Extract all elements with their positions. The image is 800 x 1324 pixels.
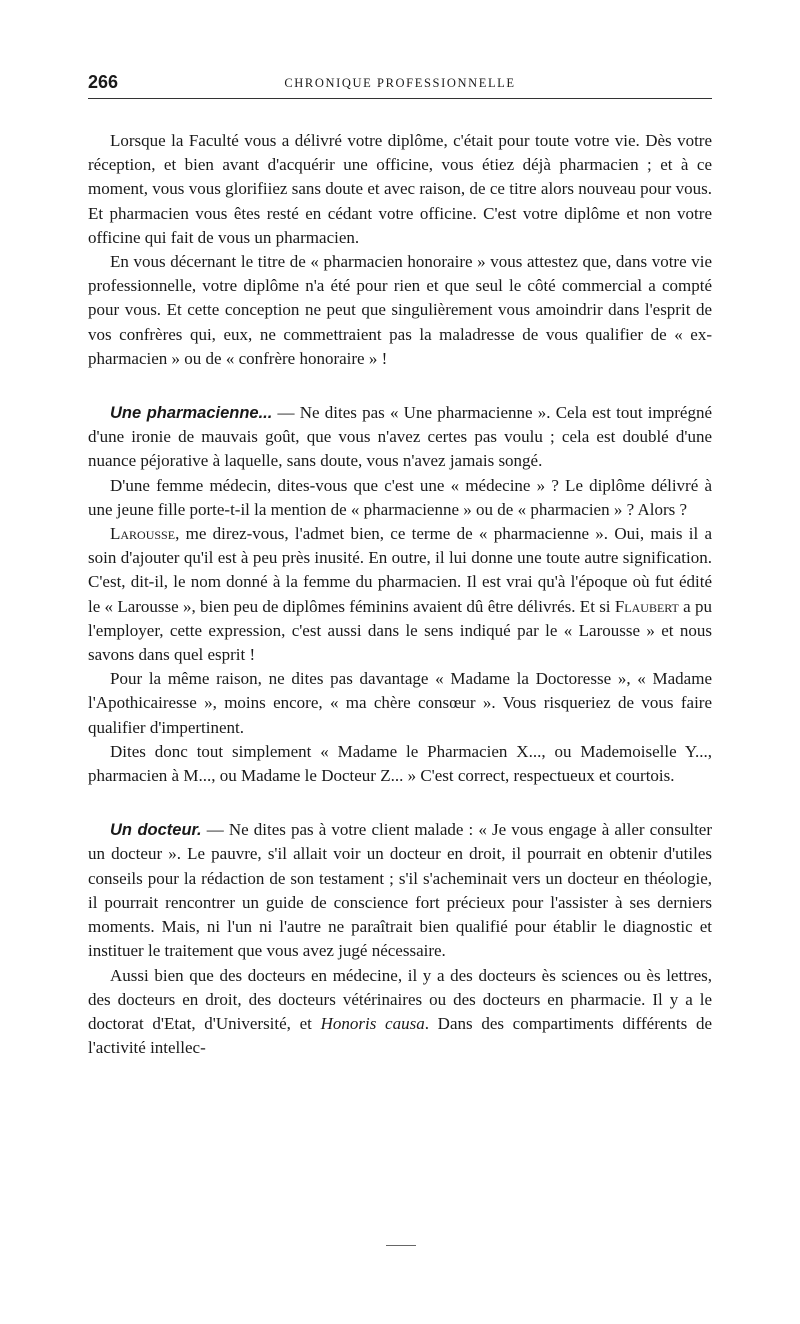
page-number: 266 xyxy=(88,72,119,92)
pharmacienne-paragraph-5: Dites donc tout simplement « Madame le Pharmacien X..., ou Mademoiselle Y..., pharmacien à M..., ou Madame le Docteur Z... » C'est correct, respectueux et courtois. xyxy=(88,741,712,786)
pharmacienne-paragraph-2: D'une femme médecin, dites-vous que c'est une « médecine » ? Le diplôme délivré à une jeune fille porte-t-il la mention de « pharmacienne » ou de « pharmacien » ? Alors ? xyxy=(88,475,712,519)
bottom-rule xyxy=(386,1245,416,1246)
section-pharmacienne xyxy=(88,401,712,788)
section-docteur xyxy=(88,818,712,1060)
intro-paragraph-1: Lorsque la Faculté vous a délivré votre diplôme, c'était pour toute votre vie. Dès votre réception, et bien avant d'acquérir une officine, vous étiez déjà pharmacien ; et à ce moment, vous vous glorifiiez sans doute et avec raison, de ce titre alors nouveau pour vous. Et pharmacien vous êtes resté en cédant votre officine. C'est votre diplôme et non votre officine qui fait de vous un pharmacien. xyxy=(88,131,712,247)
pharmacienne-paragraph-4: Pour la même raison, ne dites pas davantage « Madame la Doctoresse », « Madame l'Apothicairesse », moins encore, « ma chère consœur ». Vous risqueriez de vous faire qualifier d'impertinent. xyxy=(88,669,712,737)
docteur-paragraph-1-text: — Ne dites pas à votre client malade : « Je vous engage à aller consulter un docteur ». Le pauvre, s'il allait voir un docteur en droit, il pourrait en obtenir d'utiles conseils pour la rédaction de son testament ; s'il s'acheminait vers un docteur en théologie, il pourrait rencontrer un guide de conscience fort précieux pour l'assister à ses derniers moments. Mais, ni l'un ni l'autre ne paraîtrait bien qualifié pour établir le diagnostic et instituer le traitement que vous avez jugé nécessaire. xyxy=(88,820,712,961)
docteur-paragraph-2-part2: . Dans des compartiments différents de l'activité intellec- xyxy=(88,1013,712,1058)
pharmacienne-paragraph-1 xyxy=(88,401,712,474)
pharmacienne-paragraph-3 xyxy=(88,522,712,667)
section-heading-docteur: Un docteur. xyxy=(110,821,202,840)
intro-section xyxy=(88,129,712,371)
header-rule xyxy=(88,98,712,99)
larousse-name: Larousse xyxy=(110,524,176,544)
docteur-paragraph-2 xyxy=(88,964,712,1061)
honoris-causa: Honoris causa xyxy=(320,1013,425,1033)
book-page xyxy=(88,72,712,1060)
running-header xyxy=(88,72,712,98)
section-heading-pharmacienne: Une pharmacienne... xyxy=(110,404,273,423)
pharmacienne-paragraph-1-text: — Ne dites pas « Une pharmacienne ». Cela est tout imprégné d'une ironie de mauvais goût, que vous n'avez certes pas voulu ; cela est doublé d'une nuance péjorative à laquelle, sans doute, vous n'avez jamais songé. xyxy=(88,403,712,471)
intro-paragraph-2: En vous décernant le titre de « pharmacien honoraire » vous attestez que, dans votre vie professionnelle, votre diplôme n'a été pour rien et que seul le côté commercial a compté pour vous. Et cette conception ne peut que singulièrement vous amoindrir dans l'esprit de vos confrères qui, eux, ne commettraient pas la maladresse de vous qualifier de « ex-pharmacien » ou de « confrère honoraire » ! xyxy=(88,252,712,368)
pharmacienne-paragraph-3-part2: a pu l'employer, cette expression, c'est aussi dans le sens indiqué par le « Larousse » et nous savons dans quel esprit ! xyxy=(88,596,713,665)
running-title: CHRONIQUE PROFESSIONNELLE xyxy=(284,76,516,90)
pharmacienne-paragraph-3-part1: , me direz-vous, l'admet bien, ce terme de « pharmacienne ». Oui, mais il a soin d'ajouter qu'il est à peu près inusité. En outre, il lui donne une toute autre signification. C'est, dit-il, le nom donné à la femme du pharmacien. Il est vrai qu'à l'époque où fut édité le « Larousse », bien peu de diplômes féminins avaient dû être délivrés. Et si xyxy=(88,524,712,616)
docteur-paragraph-1 xyxy=(88,818,712,963)
docteur-paragraph-2-part1: Aussi bien que des docteurs en médecine, il y a des docteurs ès sciences ou ès lettres, des docteurs en droit, des docteurs vétérinaires ou des docteurs en pharmacie. Il y a le doctorat d'Etat, d'Université, et xyxy=(88,965,712,1033)
flaubert-name: Flaubert xyxy=(614,596,679,616)
